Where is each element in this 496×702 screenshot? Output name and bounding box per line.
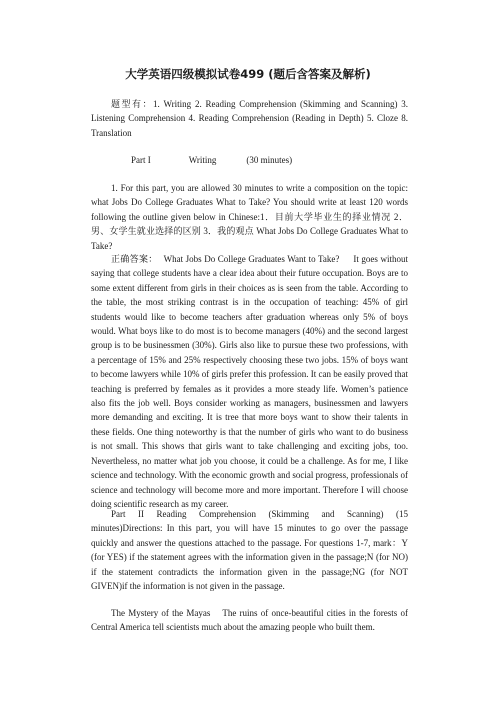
document-title: 大学英语四级模拟试卷499 (题后含答案及解析) [125, 67, 371, 81]
part-2-directions: Part II Reading Comprehension (Skimming and Scanning) (15 minutes)Directions: In this part, you will have 15 minutes to go over the passage quickly and answer the questions attached to the passage. For questions 1-7, mark：Y (for YES) if the statement agrees with the information given in the passage;N (for NO) if the statement contradicts the information given in the passage;NG (for NOT GIVEN)if the information is not given in the passage. [91, 509, 408, 592]
answer-text: It goes without saying that college students have a clear idea about their future occupation. Boys are to some extent different from girls in their choices as is seen from the table. According to the table, the most striking contrast is in the occupation of teaching: 45% of girl students would like to become teachers after graduation whereas only 5% of boys would. What boys like to do most is to become managers (40%) and the second largest group is to be businessmen (30%). Girls also like to pursue these two professions, with a percentage of 15% and 25% respectively choosing these two jobs. 15% of boys want to become lawyers while 10% of girls prefer this profession. It can be easily proved that teaching is preferred by females as it provides a more steady life. Women’s patience also fits the job well. Boys consider working as managers, businessmen and lawyers more demanding and exciting. It is tree that more boys want to show their talents in these fields. One thing noteworthy is that the number of girls who want to do business is not small. This shows that girls want to take challenging and exciting jobs, too. Nevertheless, no matter what job you choose, it could be a challenge. As for me, I like science and technology. With the economic growth and social progress, professionals of science and technology will become more and more important. Therefore I will choose doing scientific research as my career. [91, 254, 408, 509]
part-1-label: Part I [131, 155, 151, 165]
part-1-name: Writing [188, 155, 217, 165]
answer-label: 正确答案： [111, 254, 158, 264]
passage-title: The Mystery of the Mayas [111, 608, 211, 618]
part-1-heading [91, 153, 408, 167]
answer-block [91, 252, 408, 511]
question-types: 题型有：1. Writing 2. Reading Comprehension (Skimming and Scanning) 3. Listening Comprehension 4. Reading Comprehension (Reading in Depth) 5. Cloze 8. Translation [91, 99, 408, 138]
part-1-time: (30 minutes) [246, 155, 293, 165]
question-1: 1. For this part, you are allowed 30 minutes to write a composition on the topic: what Jobs Do College Graduates What to Take? You should write at least 120 words following the outline given below in Chinese:1．目前大学毕业生的择业情况 2．男、女学生就业选择的区别 3．我的观点 What Jobs Do College Graduates What to Take? [91, 183, 408, 251]
passage-text: The ruins of once-beautiful cities in the forests of Central America tell scientists much about the amazing people who built them. [91, 608, 408, 633]
passage-intro [91, 606, 408, 635]
answer-title: What Jobs Do College Graduates Want to Take? [163, 254, 340, 264]
